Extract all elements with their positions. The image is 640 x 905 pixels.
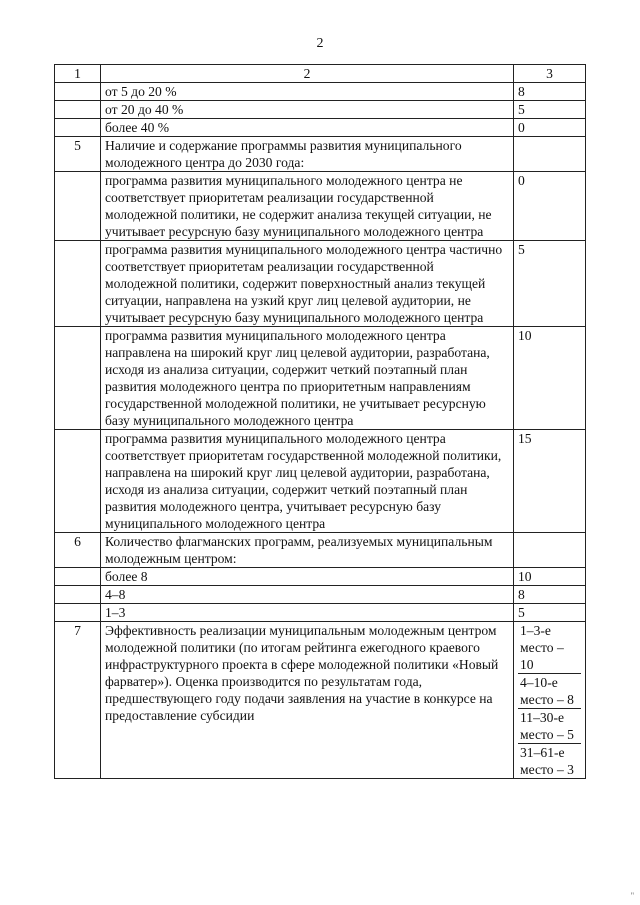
row-number: [55, 430, 101, 533]
header-cell-1: 1: [55, 65, 101, 83]
table-row: [55, 172, 586, 241]
header-cell-2: 2: [101, 65, 514, 83]
row-number: [55, 327, 101, 430]
table-row: [55, 83, 586, 101]
table-row: [55, 327, 586, 430]
table-header-row: [55, 65, 586, 83]
row-score: 8: [514, 83, 586, 101]
table-row: [55, 101, 586, 119]
row-text: от 5 до 20 %: [101, 83, 514, 101]
row-text: Эффективность реализации муниципальным молодежным центром молодежной политики (по итогам рейтинга ежегодного краевого инфраструктурного проекта в сфере молодежной политики «Новый фарватер»). Оценка производится по результатам года, предшествующего году подачи заявления на участие в конкурсе на предоставление субсидии: [101, 622, 514, 779]
rating-score: 4–10-е место – 8: [518, 673, 581, 708]
rating-score: 1–3-е место – 10: [520, 623, 564, 672]
table-row: [55, 119, 586, 137]
row-number: 5: [55, 137, 101, 172]
criteria-table: [54, 64, 586, 779]
row-text: 4–8: [101, 586, 514, 604]
row-score: 5: [514, 241, 586, 327]
table-row: [55, 137, 586, 172]
table-row: [55, 568, 586, 586]
row-score: 5: [514, 604, 586, 622]
table-row: [55, 241, 586, 327]
row-text: более 40 %: [101, 119, 514, 137]
table-row: [55, 533, 586, 568]
row-score: 10: [514, 327, 586, 430]
table-row: [55, 604, 586, 622]
table-row: [55, 586, 586, 604]
row-number: 7: [55, 622, 101, 779]
row-number: [55, 119, 101, 137]
row-score: 0: [514, 119, 586, 137]
row-number: [55, 83, 101, 101]
row-number: [55, 568, 101, 586]
page-number: 2: [316, 36, 324, 51]
row-text: программа развития муниципального молодежного центра направлена на широкий круг лиц целевой аудитории, разработана, исходя из анализа ситуации, содержит четкий поэтапный план развития молодежного центра по приоритетным направлениям государственной молодежной политики, не учитывает ресурсную базу муниципального молодежного центра: [101, 327, 514, 430]
row-score: 0: [514, 172, 586, 241]
row-number: [55, 586, 101, 604]
row-text: более 8: [101, 568, 514, 586]
row-score: 8: [514, 586, 586, 604]
row-text: программа развития муниципального молодежного центра частично соответствует приоритетам реализации государственной молодежной политики, содержит поверхностный анализ текущей ситуации, направлена на узкий круг лиц целевой аудитории, не учитывает ресурсную базу муниципального молодежного центра: [101, 241, 514, 327]
row-score: [514, 533, 586, 568]
row-text: программа развития муниципального молодежного центра не соответствует приоритетам реализации государственной молодежной политики, не содержит анализа текущей ситуации, не учитывает ресурсную базу муниципального молодежного центра: [101, 172, 514, 241]
rating-scores-cell: [514, 622, 586, 779]
rating-score: 11–30-е место – 5: [518, 708, 581, 743]
table-row: [55, 622, 586, 779]
row-text: от 20 до 40 %: [101, 101, 514, 119]
row-score: [514, 137, 586, 172]
row-number: [55, 101, 101, 119]
row-text: Наличие и содержание программы развития муниципального молодежного центра до 2030 года:: [101, 137, 514, 172]
corner-mark: '': [630, 891, 634, 901]
row-score: 10: [514, 568, 586, 586]
header-cell-3: 3: [514, 65, 586, 83]
row-text: Количество флагманских программ, реализуемых муниципальным молодежным центром:: [101, 533, 514, 568]
row-text: программа развития муниципального молодежного центра соответствует приоритетам государственной молодежной политики, направлена на широкий круг лиц целевой аудитории, разработана, исходя из анализа ситуации, содержит четкий поэтапный план развития молодежного центра, учитывает ресурсную базу муниципального молодежного центра: [101, 430, 514, 533]
table-row: [55, 430, 586, 533]
rating-score: 31–61-е место – 3: [518, 743, 581, 778]
row-score: 15: [514, 430, 586, 533]
row-number: [55, 241, 101, 327]
row-text: 1–3: [101, 604, 514, 622]
row-number: 6: [55, 533, 101, 568]
row-number: [55, 172, 101, 241]
row-number: [55, 604, 101, 622]
row-score: 5: [514, 101, 586, 119]
